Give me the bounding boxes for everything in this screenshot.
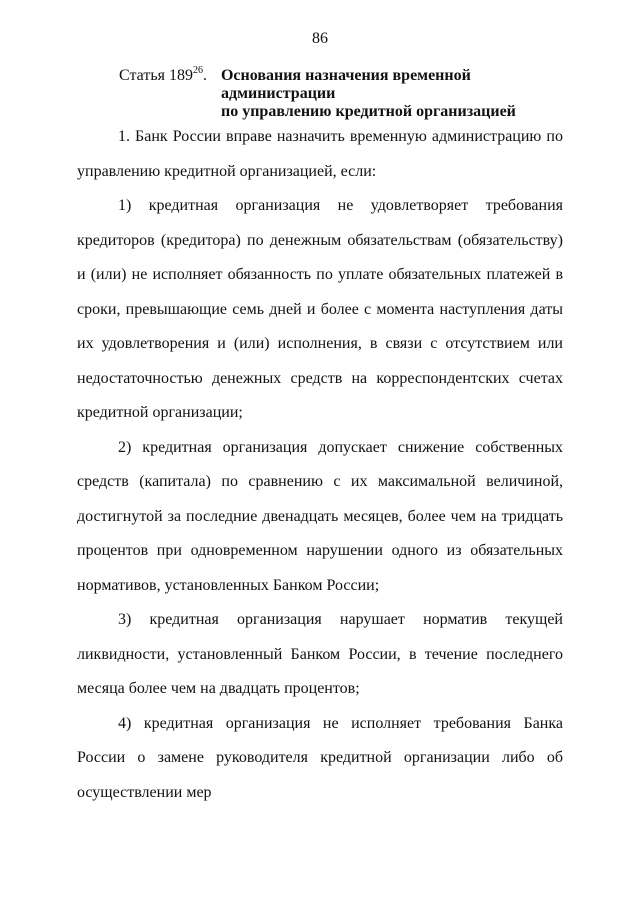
paragraph-item-2: 2) кредитная организация допускает снижение собственных средств (капитала) по сравнению с их максимальной величиной, достигнутой за последние двенадцать месяцев, более чем на тридцать процентов при одновременном нарушении одного из обязательных нормативов, установленных Банком России; xyxy=(77,438,563,594)
paragraph-item-4: 4) кредитная организация не исполняет требования Банка России о замене руководителя кредитной организации либо об осуществлении мер xyxy=(77,714,563,801)
paragraph-item-1: 1) кредитная организация не удовлетворяет требования кредиторов (кредитора) по денежным обязательствам (обязательству) и (или) не исполняет обязанность по уплате обязательных платежей в сроки, превышающие семь дней и более с момента наступления даты их удовлетворения и (или) исполнения, в связи с отсутствием или недостаточностью денежных средств на корреспондентских счетах кредитной организации; xyxy=(77,197,563,421)
article-title xyxy=(221,67,580,121)
article-title-line-1: Основания назначения временной администрации xyxy=(220,67,471,102)
article-number xyxy=(119,64,207,85)
paragraph-item-3: 3) кредитная организация нарушает норматив текущей ликвидности, установленный Банком России, в течение последнего месяца более чем на двадцать процентов; xyxy=(77,611,563,697)
article-number-suffix: . xyxy=(202,67,207,84)
article-body xyxy=(77,120,563,810)
page-number: 86 xyxy=(312,30,328,47)
article-title-line-2: по управлению кредитной организацией xyxy=(220,103,516,120)
paragraph-intro: 1. Банк России вправе назначить временную администрацию по управлению кредитной организацией, если: xyxy=(77,128,563,180)
article-heading xyxy=(119,64,580,121)
article-number-superscript: 26 xyxy=(192,64,203,76)
article-number-text: Статья 189 xyxy=(119,67,193,84)
